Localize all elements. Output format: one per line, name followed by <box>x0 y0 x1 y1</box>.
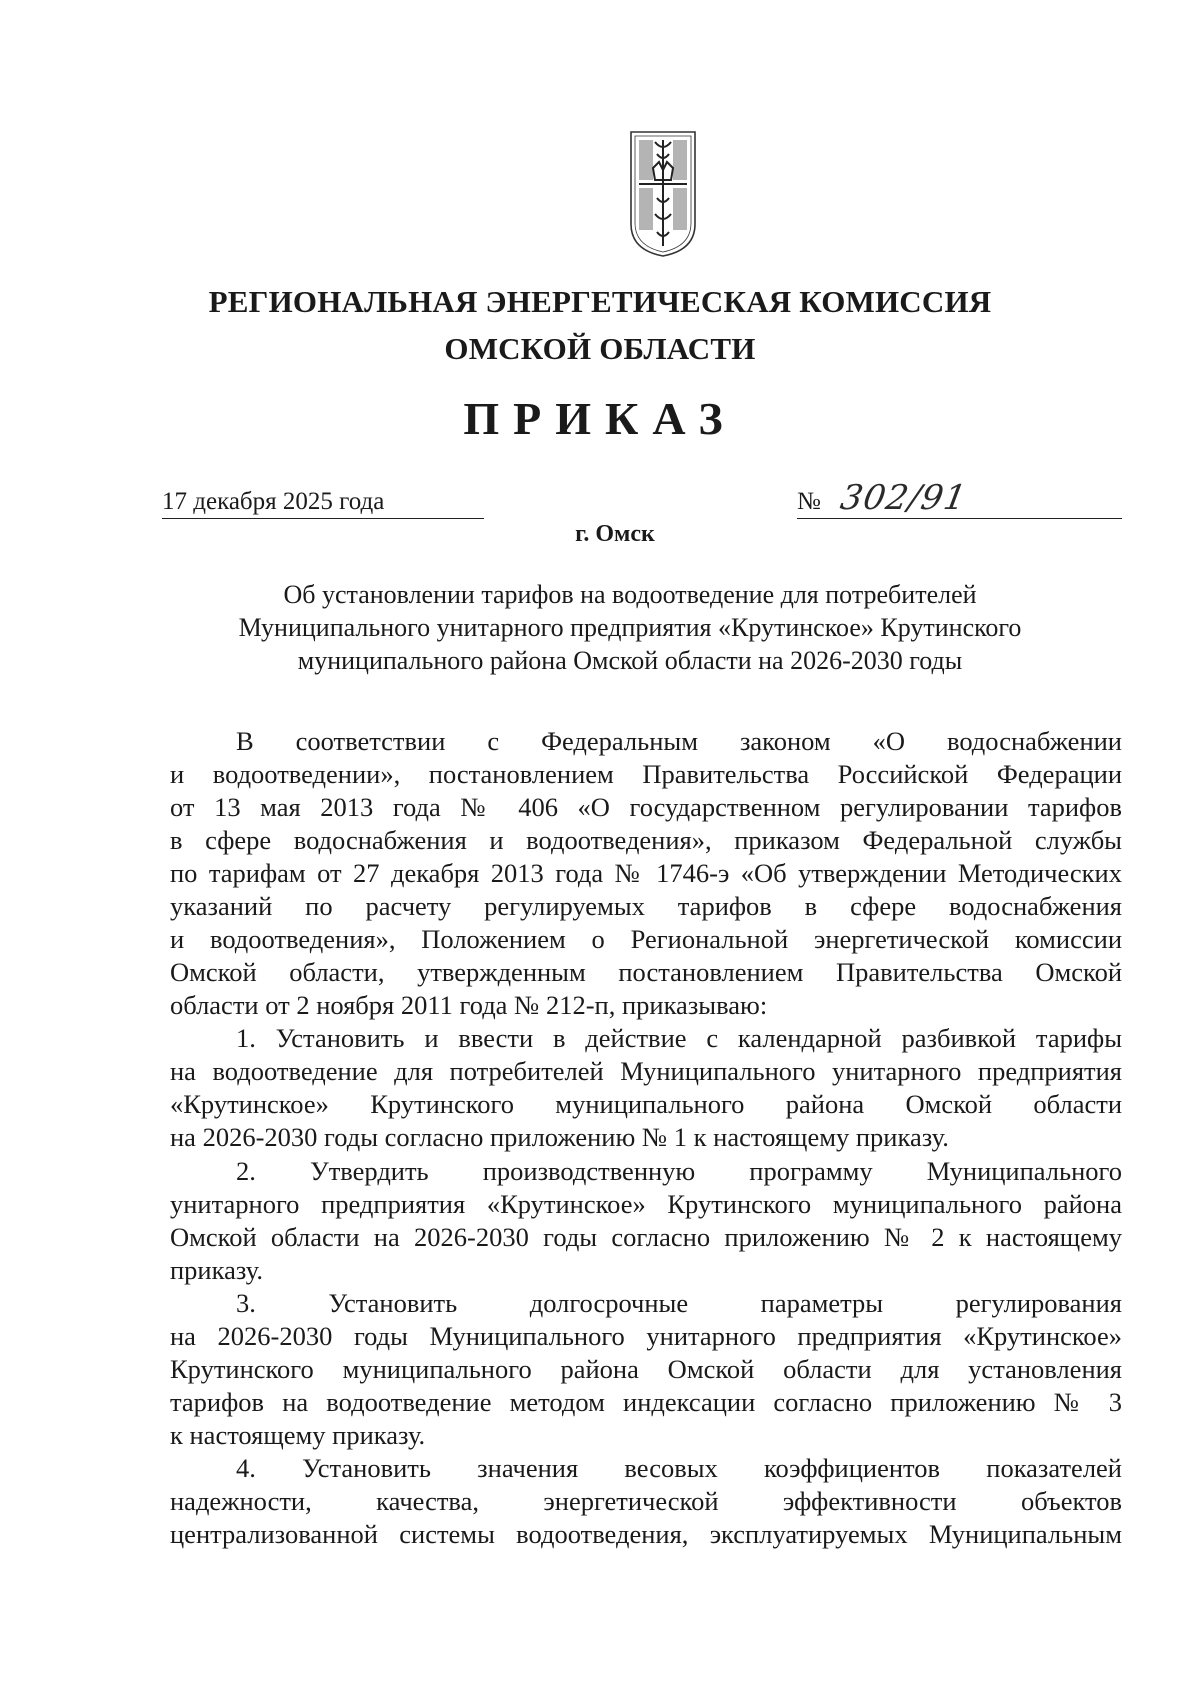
organization-name-line-2: ОМСКОЙ ОБЛАСТИ <box>444 331 756 366</box>
body-line: к настоящему приказу. <box>170 1420 426 1450</box>
body-line: централизованной системы водоотведения, эксплуатируемых Муниципальным <box>170 1519 1122 1549</box>
body-line: 3. Установить долгосрочные параметры регулирования <box>236 1288 1122 1318</box>
document-number-handwritten: 302/91 <box>837 478 971 518</box>
subject-line: Об установлении тарифов на водоотведение для потребителей <box>283 580 977 609</box>
body-line: на 2026-2030 годы согласно приложению № 1 к настоящему приказу. <box>170 1122 949 1152</box>
body-line: тарифов на водоотведение методом индексации согласно приложению № 3 <box>170 1387 1122 1417</box>
document-number-field <box>797 478 1122 519</box>
body-line: указаний по расчету регулируемых тарифов в сфере водоснабжения <box>170 891 1122 921</box>
body-line: В соответствии с Федеральным законом «О водоснабжении <box>236 726 1122 756</box>
coat-of-arms-icon <box>627 128 699 260</box>
body-line: области от 2 ноября 2011 года № 212-п, приказываю: <box>170 990 768 1020</box>
body-line: приказу. <box>170 1255 263 1285</box>
body-line: Крутинского муниципального района Омской области для установления <box>170 1354 1122 1384</box>
body-line: 1. Установить и ввести в действие с календарной разбивкой тарифы <box>236 1023 1122 1053</box>
order-subject <box>150 578 1110 677</box>
body-line: 2. Утвердить производственную программу Муниципального <box>236 1156 1122 1186</box>
organization-name-line-1: РЕГИОНАЛЬНАЯ ЭНЕРГЕТИЧЕСКАЯ КОМИССИЯ <box>208 284 992 319</box>
body-line: надежности, качества, энергетической эффективности объектов <box>170 1486 1122 1516</box>
subject-line: муниципального района Омской области на 2026-2030 годы <box>297 646 963 675</box>
body-line: Омской области, утвержденным постановлением Правительства Омской <box>170 957 1122 987</box>
body-line: от 13 мая 2013 года № 406 «О государственном регулировании тарифов <box>170 792 1122 822</box>
body-line: и водоотведения», Положением о Региональной энергетической комиссии <box>170 924 1122 954</box>
body-line: по тарифам от 27 декабря 2013 года № 1746-э «Об утверждении Методических <box>170 858 1122 888</box>
document-date: 17 декабря 2025 года <box>162 487 484 519</box>
subject-line: Муниципального унитарного предприятия «Крутинское» Крутинского <box>238 613 1022 642</box>
body-line: «Крутинское» Крутинского муниципального района Омской области <box>170 1089 1122 1119</box>
city: г. Омск <box>575 521 655 547</box>
body-line: Омской области на 2026-2030 годы согласно приложению № 2 к настоящему <box>170 1222 1122 1252</box>
body-line: на водоотведение для потребителей Муниципального унитарного предприятия <box>170 1056 1122 1086</box>
body-line: на 2026-2030 годы Муниципального унитарного предприятия «Крутинское» <box>170 1321 1122 1351</box>
body-line: в сфере водоснабжения и водоотведения», приказом Федеральной службы <box>170 825 1122 855</box>
body-line: и водоотведении», постановлением Правительства Российской Федерации <box>170 759 1122 789</box>
number-sign: № <box>797 488 821 515</box>
document-type-title: ПРИКАЗ <box>463 393 737 444</box>
body-line: 4. Установить значения весовых коэффициентов показателей <box>236 1453 1122 1483</box>
body-line: унитарного предприятия «Крутинское» Крутинского муниципального района <box>170 1189 1122 1219</box>
